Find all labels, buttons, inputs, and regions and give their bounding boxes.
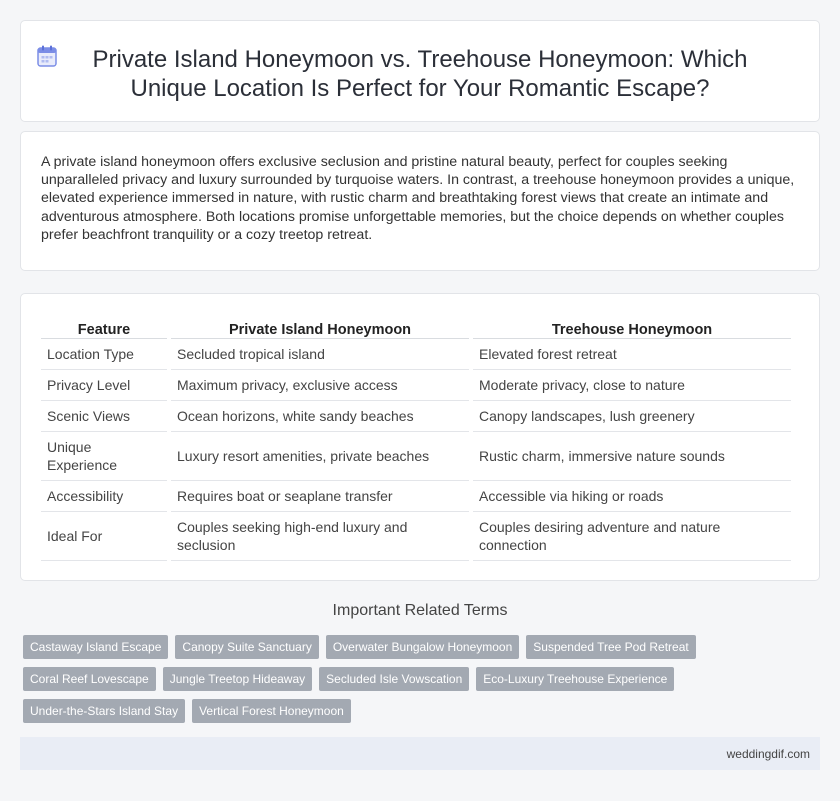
intro-paragraph: A private island honeymoon offers exclusive seclusion and pristine natural beauty, perfect for couples seeking unparalleled privacy and luxury surrounded by turquoise waters. In contrast, a treehouse honeymoon provides a unique, elevated experience immersed in nature, with rustic charm and breathtaking forest views that create an intimate and adventurous atmosphere. Both locations promise unforgettable memories, but the choice depends on whether couples prefer beachfront tranquility or a cozy treetop retreat. xyxy=(41,154,795,243)
table-row xyxy=(41,512,791,561)
table-cell: Couples seeking high-end luxury and seclusion xyxy=(171,512,469,561)
related-term-tag[interactable]: Under-the-Stars Island Stay xyxy=(23,699,185,723)
related-term-tag[interactable]: Overwater Bungalow Honeymoon xyxy=(326,635,519,659)
table-cell: Ocean horizons, white sandy beaches xyxy=(171,401,469,432)
table-cell: Secluded tropical island xyxy=(171,339,469,370)
table-cell: Canopy landscapes, lush greenery xyxy=(473,401,791,432)
table-cell: Unique Experience xyxy=(41,432,167,481)
related-term-tag[interactable]: Coral Reef Lovescape xyxy=(23,667,156,691)
table-row xyxy=(41,339,791,370)
table-cell: Accessibility xyxy=(41,481,167,512)
related-terms-heading: Important Related Terms xyxy=(332,602,508,619)
related-term-tag[interactable]: Canopy Suite Sanctuary xyxy=(175,635,318,659)
header-feature: Feature xyxy=(41,316,167,339)
related-term-tag[interactable]: Secluded Isle Vowscation xyxy=(319,667,469,691)
table-cell: Privacy Level xyxy=(41,370,167,401)
table-cell: Requires boat or seaplane transfer xyxy=(171,481,469,512)
table-cell: Maximum privacy, exclusive access xyxy=(171,370,469,401)
related-term-tag[interactable]: Suspended Tree Pod Retreat xyxy=(526,635,695,659)
related-term-tag[interactable]: Eco-Luxury Treehouse Experience xyxy=(476,667,674,691)
table-cell: Rustic charm, immersive nature sounds xyxy=(473,432,791,481)
related-term-tag[interactable]: Castaway Island Escape xyxy=(23,635,168,659)
table-row xyxy=(41,432,791,481)
calendar-icon xyxy=(37,45,57,67)
comparison-table xyxy=(37,316,795,561)
table-cell: Ideal For xyxy=(41,512,167,561)
table-header-row xyxy=(41,316,791,339)
related-term-tag[interactable]: Vertical Forest Honeymoon xyxy=(192,699,351,723)
table-cell: Luxury resort amenities, private beaches xyxy=(171,432,469,481)
table-row xyxy=(41,370,791,401)
page-title: Private Island Honeymoon vs. Treehouse Honeymoon: Which Unique Location Is Perfect for Your Romantic Escape? xyxy=(92,46,748,102)
related-terms-list xyxy=(23,635,823,723)
footer xyxy=(20,737,820,770)
header-private-island: Private Island Honeymoon xyxy=(171,316,469,339)
table-cell: Location Type xyxy=(41,339,167,370)
footer-site-name[interactable]: weddingdif.com xyxy=(726,747,810,761)
comparison-card xyxy=(20,293,820,581)
table-row xyxy=(41,401,791,432)
table-cell: Elevated forest retreat xyxy=(473,339,791,370)
header-treehouse: Treehouse Honeymoon xyxy=(473,316,791,339)
table-cell: Moderate privacy, close to nature xyxy=(473,370,791,401)
table-cell: Couples desiring adventure and nature connection xyxy=(473,512,791,561)
table-cell: Accessible via hiking or roads xyxy=(473,481,791,512)
table-row xyxy=(41,481,791,512)
table-cell: Scenic Views xyxy=(41,401,167,432)
title-card xyxy=(20,20,820,122)
intro-card xyxy=(20,131,820,271)
related-term-tag[interactable]: Jungle Treetop Hideaway xyxy=(163,667,312,691)
